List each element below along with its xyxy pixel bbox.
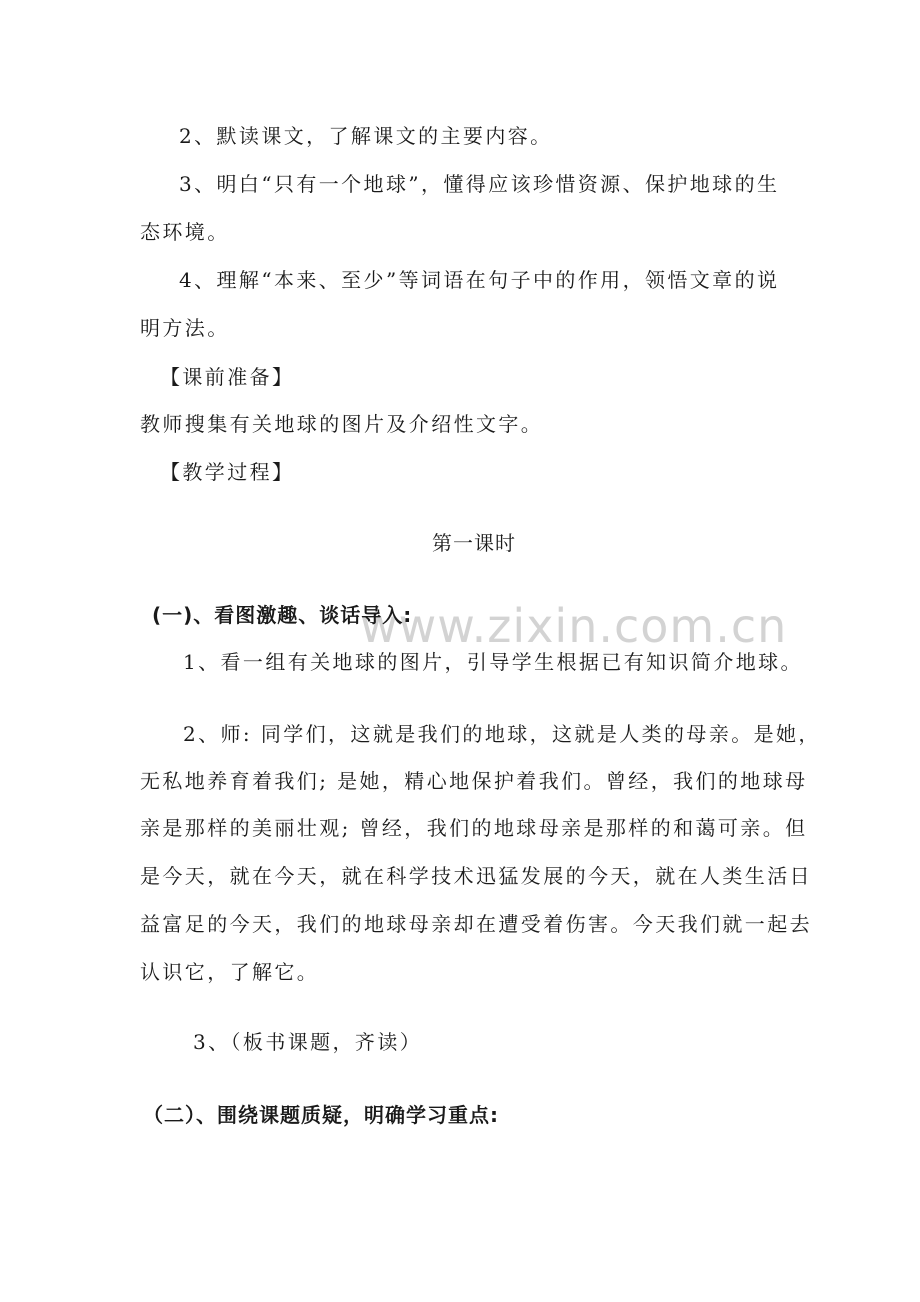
section1-step3: 3、（板书课题，齐读） [193,1030,423,1054]
objective-item-4-line2: 明方法。 [140,316,230,340]
section1-heading: (一)、看图激趣、谈话导入: [152,603,413,627]
objective-item-3-line1: 3、明白“只有一个地球”，懂得应该珍惜资源、保护地球的生 [179,172,780,196]
objective-item-2: 2、默读课文，了解课文的主要内容。 [179,124,553,148]
section2-heading: （二）、围绕课题质疑，明确学习重点: [143,1103,499,1127]
preparation-heading: 【课前准备】 [160,365,295,389]
step2-line: 益富足的今天，我们的地球母亲却在遭受着伤害。今天我们就一起去 [140,912,812,936]
process-heading: 【教学过程】 [160,460,295,484]
watermark: www.zixin.com.cn [360,599,788,653]
objective-item-4-line1: 4、理解“本来、至少”等词语在句子中的作用，领悟文章的说 [179,268,780,292]
step2-line: 是今天，就在今天，就在科学技术迅猛发展的今天，就在人类生活日 [140,864,812,888]
section1-step1: 1、看一组有关地球的图片，引导学生根据已有知识简介地球。 [183,650,803,674]
preparation-text: 教师搜集有关地球的图片及介绍性文字。 [140,412,544,436]
lesson-title: 第一课时 [432,531,516,555]
objective-item-3-line2: 态环境。 [140,220,230,244]
step2-line: 亲是那样的美丽壮观; 曾经，我们的地球母亲是那样的和蔼可亲。但 [140,816,808,840]
step2-line: 认识它，了解它。 [140,960,320,984]
step2-line: 无私地养育着我们; 是她，精心地保护着我们。曾经，我们的地球母 [140,769,808,793]
step2-line: 2、师: 同学们，这就是我们的地球，这就是人类的母亲。是她， [183,722,821,746]
